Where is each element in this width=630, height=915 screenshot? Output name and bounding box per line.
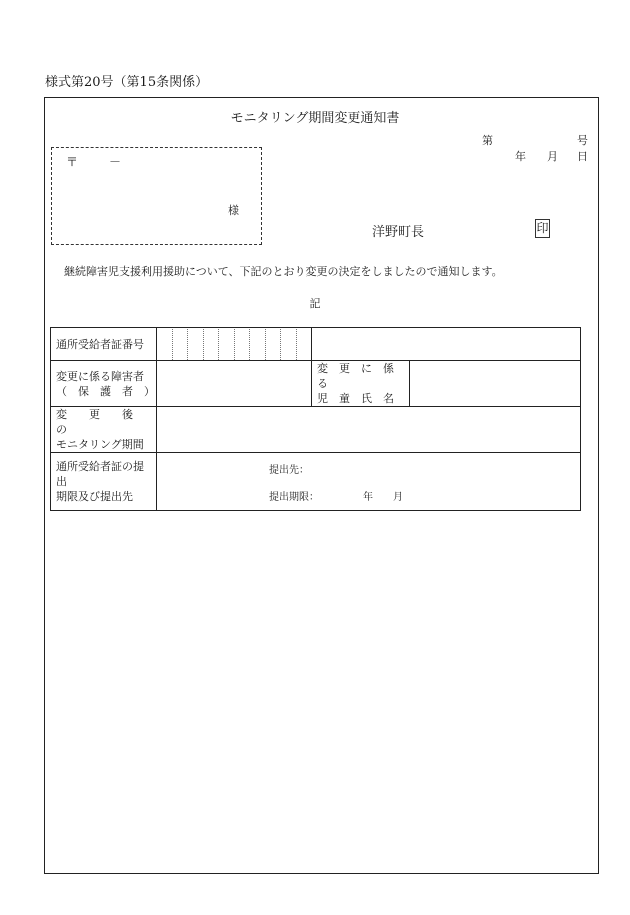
submit-deadline-label: 提出期限： [269, 491, 319, 503]
deadline-label-line2: 期限及び提出先 [56, 490, 133, 503]
number-suffix: 号 [577, 134, 588, 147]
submit-to-label: 提出先： [269, 464, 309, 476]
deadline-month: 月 [393, 491, 403, 503]
postal-mark: 〒 [66, 155, 79, 169]
table-row [51, 361, 581, 407]
seal-mark: 印 [535, 219, 550, 238]
period-label-line1: 変 更 後 の [56, 408, 155, 436]
document-title: モニタリング期間変更通知書 [230, 111, 400, 126]
address-box[interactable] [51, 147, 262, 245]
deadline-label-line1: 通所受給者証の提出 [56, 460, 144, 488]
ki-heading: 記 [309, 297, 321, 310]
digit-cell[interactable] [266, 329, 282, 360]
notification-table [50, 327, 581, 511]
digit-cell[interactable] [250, 329, 266, 360]
date-month-label: 月 [547, 150, 558, 163]
digit-cell[interactable] [297, 329, 312, 360]
date-year-label: 年 [515, 150, 526, 163]
child-label-line2: 児 童 氏 名 [317, 392, 394, 405]
digit-cell[interactable] [219, 329, 235, 360]
deadline-label [51, 453, 157, 511]
digit-cell[interactable] [157, 329, 173, 360]
recipient-cert-blank[interactable] [312, 328, 581, 361]
child-label [312, 361, 410, 407]
submit-deadline [269, 488, 580, 503]
table-row [51, 407, 581, 453]
period-field[interactable] [157, 407, 581, 453]
table-row [51, 328, 581, 361]
recipient-cert-no-field[interactable] [157, 328, 312, 361]
guardian-label-line1: 変更に係る障害者 [56, 369, 144, 383]
deadline-field[interactable] [157, 453, 581, 511]
date-day-label: 日 [577, 150, 588, 163]
recipient-cert-no-label: 通所受給者証番号 [51, 328, 157, 361]
guardian-label [51, 361, 157, 407]
digit-cell[interactable] [204, 329, 220, 360]
issuer-name: 洋野町長 [372, 225, 425, 240]
digit-cell[interactable] [235, 329, 251, 360]
honorific-sama: 様 [228, 204, 239, 217]
period-label [51, 407, 157, 453]
postal-dash: － [109, 155, 122, 169]
notification-body: 継続障害児支援利用援助について、下記のとおり変更の決定をしましたので通知します。 [64, 265, 503, 278]
form-number: 様式第20号（第15条関係） [45, 75, 209, 90]
child-label-line1: 変 更 に 係 る [317, 362, 405, 390]
digit-cell[interactable] [188, 329, 204, 360]
deadline-year: 年 [363, 491, 373, 503]
guardian-field[interactable] [157, 361, 312, 407]
table-row [51, 453, 581, 511]
digit-cell[interactable] [173, 329, 189, 360]
guardian-label-line2: （ 保 護 者 ） [56, 384, 155, 398]
digit-cell[interactable] [281, 329, 297, 360]
period-label-line2: モニタリング期間 [56, 438, 144, 451]
number-prefix: 第 [482, 134, 493, 147]
child-field[interactable] [410, 361, 581, 407]
